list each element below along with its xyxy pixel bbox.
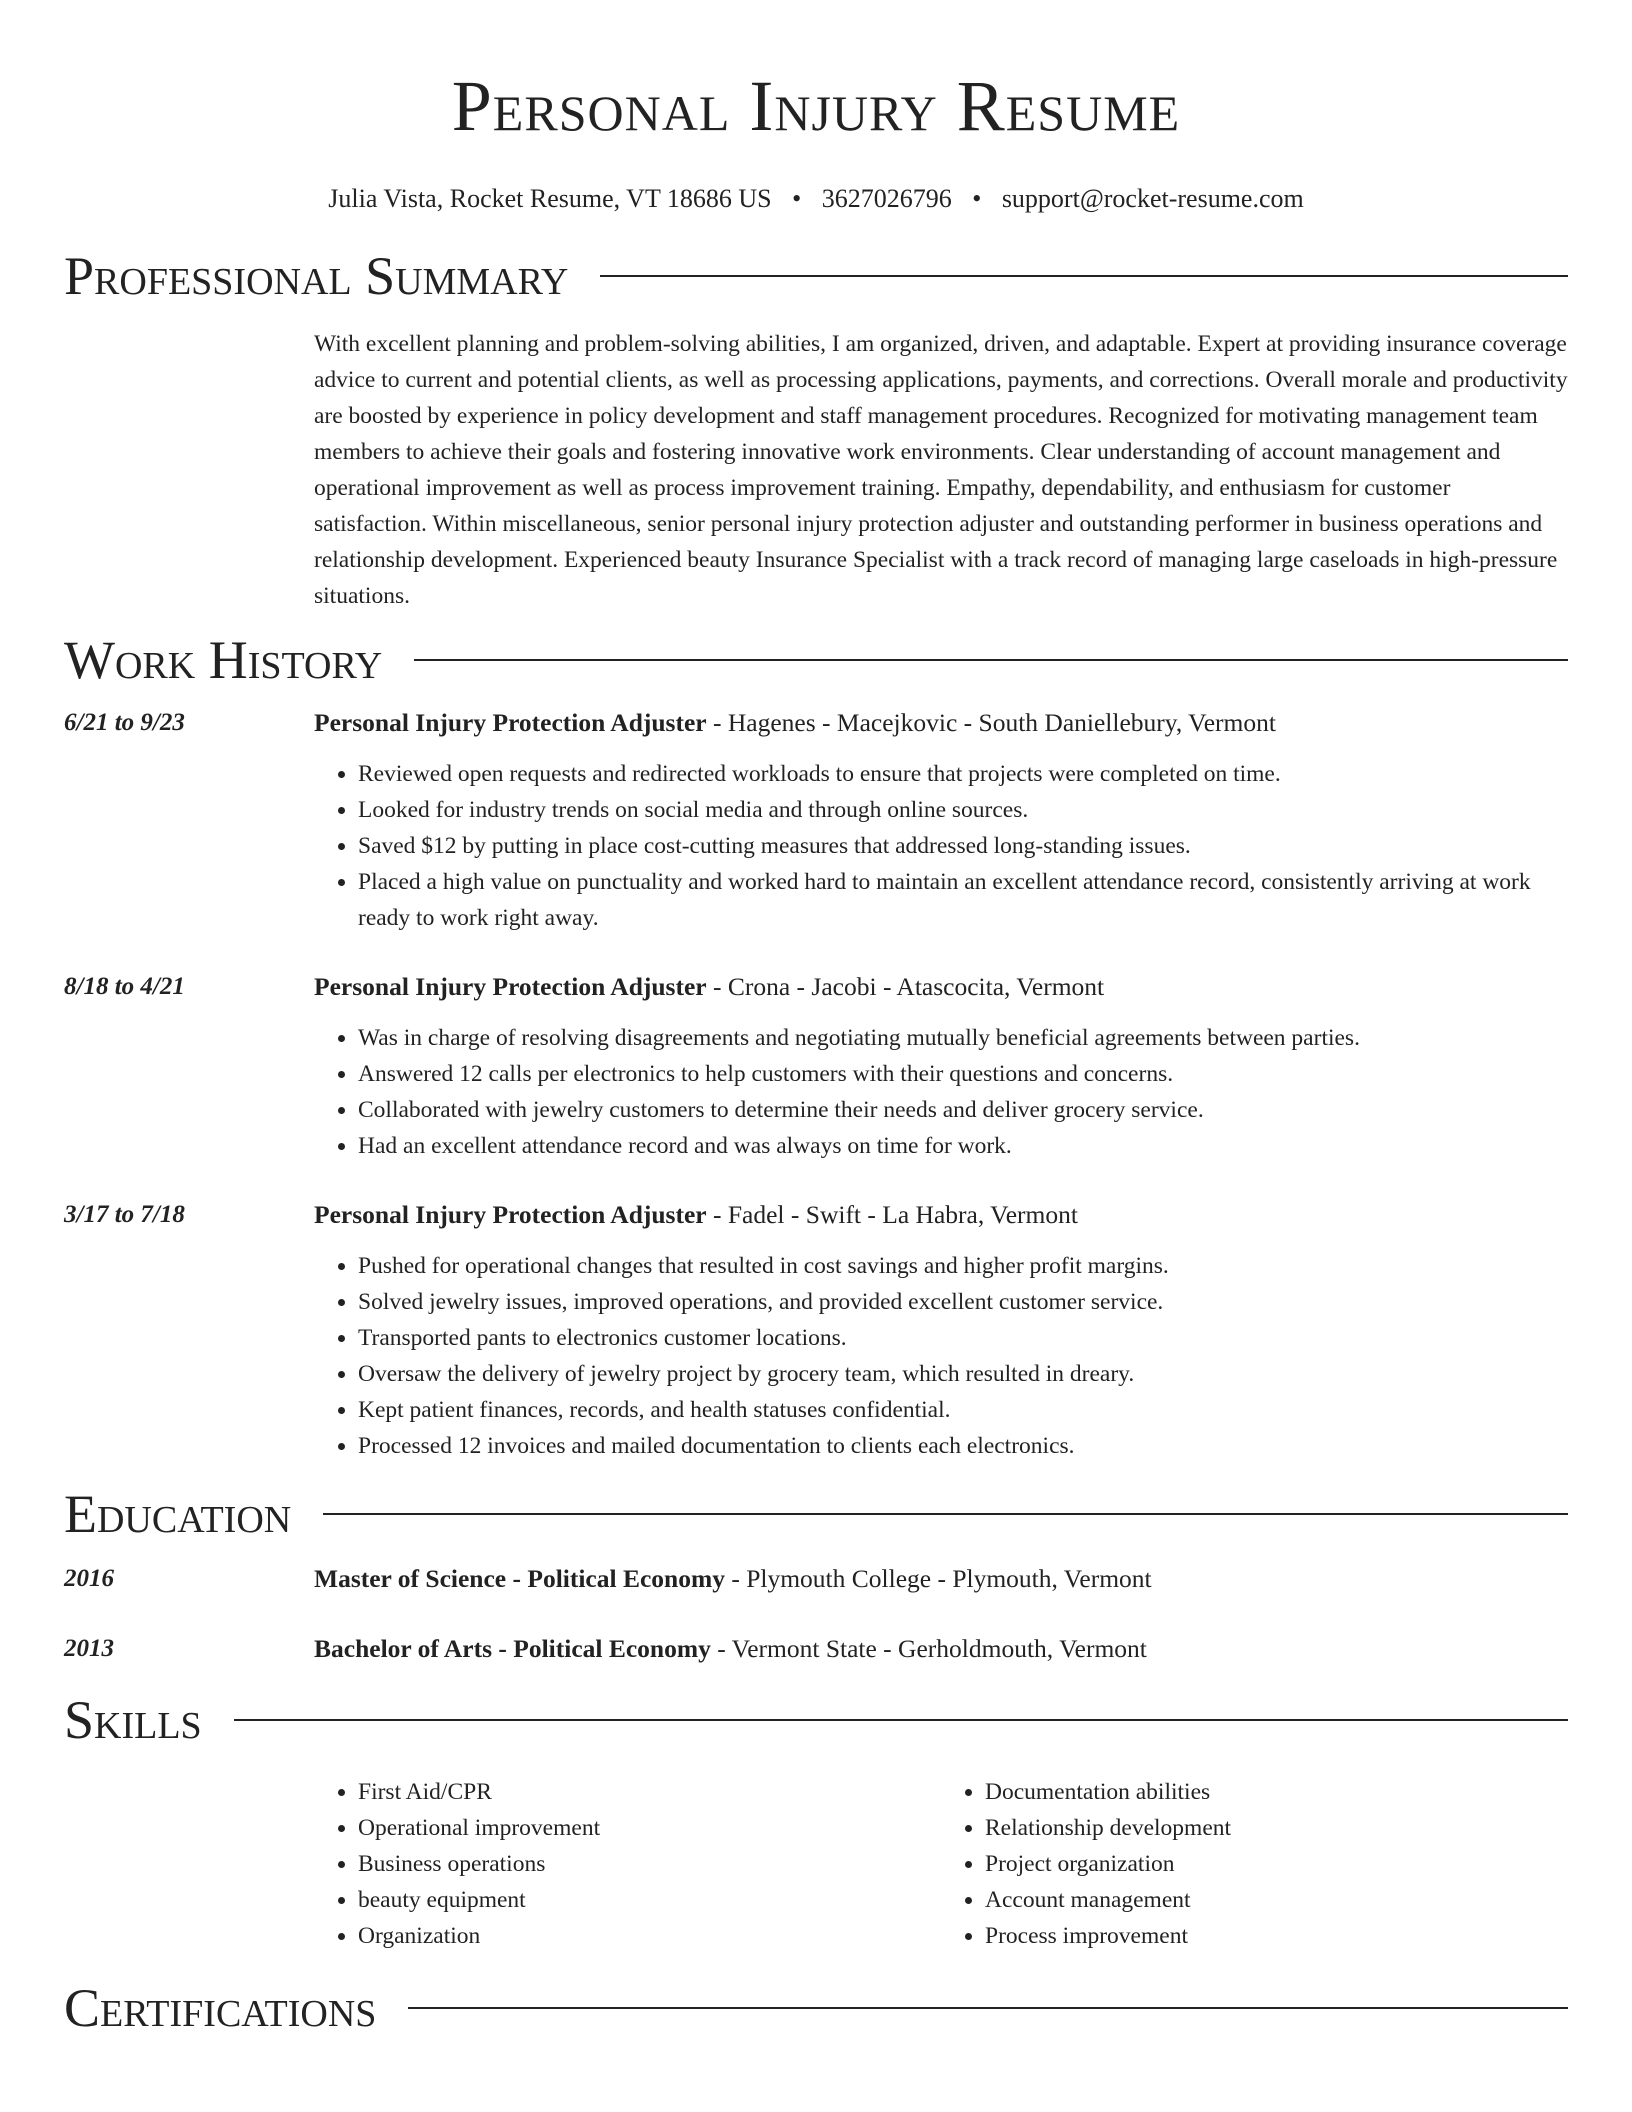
education-entry xyxy=(64,1632,1568,1666)
job-heading xyxy=(314,706,1568,740)
job-bullets xyxy=(314,1248,1568,1464)
job-bullets xyxy=(314,756,1568,936)
education-entry xyxy=(64,1562,1568,1596)
summary-paragraph: With excellent planning and problem-solving abilities, I am organized, driven, and adaptable. Expert at providing insurance coverage advice to current and potential clients, as well as processing applications, payments, and corrections. Overall morale and productivity are boosted by experience in policy development and staff management procedures. Recognized for motivating management team members to achieve their goals and fostering innovative work environments. Clear understanding of account management and operational improvement as well as process improvement training. Empathy, dependability, and enthusiasm for customer satisfaction. Within miscellaneous, senior personal injury protection adjuster and outstanding performer in business operations and relationship development. Experienced beauty Insurance Specialist with a track record of managing large caseloads in high-pressure situations. xyxy=(314,331,1568,609)
job-heading xyxy=(314,1198,1568,1232)
job-dates: 8/18 to 4/21 xyxy=(64,973,185,1000)
skills-column-right xyxy=(941,1774,1568,1954)
education-school: - Vermont State - Gerholdmouth, Vermont xyxy=(710,1634,1147,1663)
section-divider xyxy=(414,659,1568,661)
contact-separator: • xyxy=(972,184,982,213)
list-item: • Oversaw the delivery of jewelry project by grocery team, which resulted in dreary. xyxy=(358,1356,1568,1392)
skill-item: • Relationship development xyxy=(985,1810,1568,1846)
skill-item: • beauty equipment xyxy=(358,1882,941,1918)
skill-item: • Process improvement xyxy=(985,1918,1568,1954)
job-title: Personal Injury Protection Adjuster xyxy=(314,1200,707,1229)
contact-address: Julia Vista, Rocket Resume, VT 18686 US xyxy=(328,184,772,213)
contact-phone: 3627026796 xyxy=(821,184,952,213)
section-header-summary xyxy=(64,244,1568,308)
job-title: Personal Injury Protection Adjuster xyxy=(314,708,707,737)
section-title-summary: Professional Summary xyxy=(64,246,569,306)
list-item: • Solved jewelry issues, improved operations, and provided excellent customer service. xyxy=(358,1284,1568,1320)
list-item: • Answered 12 calls per electronics to help customers with their questions and concerns. xyxy=(358,1056,1568,1092)
section-header-work-history xyxy=(64,628,1568,692)
section-title-skills: Skills xyxy=(64,1690,202,1750)
contact-line xyxy=(64,182,1568,216)
education-degree: Bachelor of Arts - Political Economy xyxy=(314,1634,711,1663)
education-heading xyxy=(314,1632,1568,1666)
section-header-skills xyxy=(64,1688,1568,1752)
skill-item: • Account management xyxy=(985,1882,1568,1918)
job-dates: 3/17 to 7/18 xyxy=(64,1201,185,1228)
list-item: • Placed a high value on punctuality and worked hard to maintain an excellent attendance record, consistently arriving at work ready to work right away. xyxy=(358,864,1568,936)
education-school: - Plymouth College - Plymouth, Vermont xyxy=(724,1564,1152,1593)
list-item: • Looked for industry trends on social media and through online sources. xyxy=(358,792,1568,828)
list-item: • Transported pants to electronics customer locations. xyxy=(358,1320,1568,1356)
section-title-work-history: Work History xyxy=(64,630,383,690)
section-title-certifications: Certifications xyxy=(64,1978,377,2038)
job-entry xyxy=(64,970,1568,1164)
education-degree: Master of Science - Political Economy xyxy=(314,1564,725,1593)
skills-column-left xyxy=(314,1774,941,1954)
job-company: - Crona - Jacobi - Atascocita, Vermont xyxy=(706,972,1105,1001)
skill-item: • First Aid/CPR xyxy=(358,1774,941,1810)
section-header-education xyxy=(64,1482,1568,1546)
skill-item: • Operational improvement xyxy=(358,1810,941,1846)
job-company: - Fadel - Swift - La Habra, Vermont xyxy=(706,1200,1078,1229)
contact-separator: • xyxy=(792,184,802,213)
education-year: 2016 xyxy=(64,1565,114,1592)
list-item: • Reviewed open requests and redirected workloads to ensure that projects were completed on time. xyxy=(358,756,1568,792)
list-item: • Processed 12 invoices and mailed documentation to clients each electronics. xyxy=(358,1428,1568,1464)
resume-title: Personal Injury Resume xyxy=(451,66,1181,146)
education-year: 2013 xyxy=(64,1635,114,1662)
job-dates: 6/21 to 9/23 xyxy=(64,709,185,736)
education-heading xyxy=(314,1562,1568,1596)
contact-email: support@rocket-resume.com xyxy=(1001,184,1304,213)
job-company: - Hagenes - Macejkovic - South Daniellebury, Vermont xyxy=(706,708,1276,737)
job-heading xyxy=(314,970,1568,1004)
section-divider xyxy=(408,2007,1568,2009)
skill-item: • Business operations xyxy=(358,1846,941,1882)
section-divider xyxy=(600,275,1568,277)
skills-list xyxy=(314,1774,1568,1954)
job-entry xyxy=(64,706,1568,936)
list-item: • Pushed for operational changes that resulted in cost savings and higher profit margins. xyxy=(358,1248,1568,1284)
list-item: • Kept patient finances, records, and health statuses confidential. xyxy=(358,1392,1568,1428)
list-item: • Saved $12 by putting in place cost-cutting measures that addressed long-standing issues. xyxy=(358,828,1568,864)
list-item: • Was in charge of resolving disagreements and negotiating mutually beneficial agreements between parties. xyxy=(358,1020,1568,1056)
section-divider xyxy=(234,1719,1568,1721)
skill-item: • Project organization xyxy=(985,1846,1568,1882)
skill-item: • Organization xyxy=(358,1918,941,1954)
section-divider xyxy=(323,1513,1568,1515)
section-title-education: Education xyxy=(64,1484,292,1544)
skill-item: • Documentation abilities xyxy=(985,1774,1568,1810)
list-item: • Had an excellent attendance record and was always on time for work. xyxy=(358,1128,1568,1164)
list-item: • Collaborated with jewelry customers to determine their needs and deliver grocery service. xyxy=(358,1092,1568,1128)
job-entry xyxy=(64,1198,1568,1464)
job-title: Personal Injury Protection Adjuster xyxy=(314,972,707,1001)
section-header-certifications xyxy=(64,1976,1568,2040)
job-bullets xyxy=(314,1020,1568,1164)
